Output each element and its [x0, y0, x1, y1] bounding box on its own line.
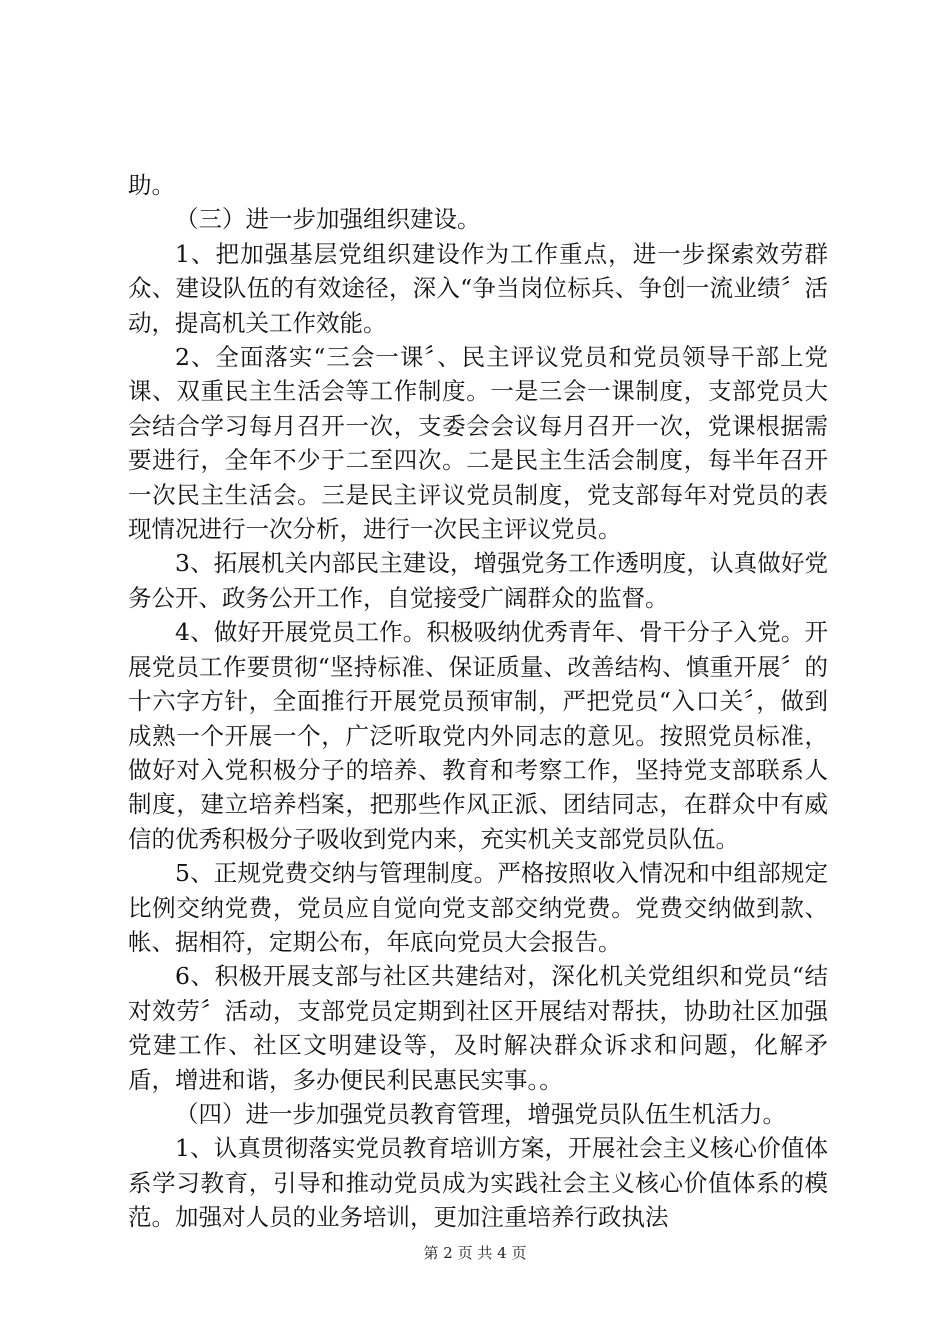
document-body [128, 168, 828, 1235]
paragraph-item-4: 4、做好开展党员工作。积极吸纳优秀青年、骨干分子入党。开展党员工作要贯彻“坚持标准、保证质量、改善结构、慎重开展〞的十六字方针，全面推行开展党员预审制，严把党员“入口关〞，做到成熟一个开展一个，广泛听取党内外同志的意见。按照党员标准，做好对入党积极分子的培养、教育和考察工作，坚持党支部联系人制度，建立培养档案，把那些作风正派、团结同志，在群众中有威信的优秀积极分子吸收到党内来，充实机关支部党员队伍。 [128, 618, 828, 853]
paragraph-item-5: 5、正规党费交纳与管理制度。严格按照收入情况和中组部规定比例交纳党费，党员应自觉向党支部交纳党费。党费交纳做到款、帐、据相符，定期公布，年底向党员大会报告。 [128, 859, 828, 956]
paragraph-item-3: 3、拓展机关内部民主建设，增强党务工作透明度，认真做好党务公开、政务公开工作，自觉接受广阔群众的监督。 [128, 549, 828, 612]
section-heading-three: （三）进一步加强组织建设。 [175, 205, 481, 234]
paragraph-item-2: 2、全面落实“三会一课〞、民主评议党员和党员领导干部上党课、双重民主生活会等工作制度。一是三会一课制度，支部党员大会结合学习每月召开一次，支委会会议每月召开一次，党课根据需要进行，全年不少于二至四次。二是民主生活会制度，每半年召开一次民主生活会。三是民主评议党员制度，党支部每年对党员的表现情况进行一次分析，进行一次民主评议党员。 [128, 343, 828, 544]
paragraph-item-6: 6、积极开展支部与社区共建结对，深化机关党组织和党员“结对效劳〞活动，支部党员定期到社区开展结对帮扶，协助社区加强党建工作、社区文明建设等，及时解决群众诉求和问题，化解矛盾，增进和谐，多办便民利民惠民实事。。 [128, 962, 828, 1094]
page-footer: 第 2 页 共 4 页 [423, 1244, 527, 1262]
paragraph-item-1: 1、把加强基层党组织建设作为工作重点，进一步探索效劳群众、建设队伍的有效途径，深入“争当岗位标兵、争创一流业绩〞活动，提高机关工作效能。 [128, 239, 828, 337]
section-heading-four: （四）进一步加强党员教育管理，增强党员队伍生机活力。 [175, 1099, 786, 1128]
paragraph-item-1-section-four: 1、认真贯彻落实党员教育培训方案，开展社会主义核心价值体系学习教育，引导和推动党员成为实践社会主义核心价值体系的模范。加强对人员的业务培训，更加注重培养行政执法 [128, 1134, 828, 1232]
paragraph-continuation: 助。 [128, 171, 175, 199]
